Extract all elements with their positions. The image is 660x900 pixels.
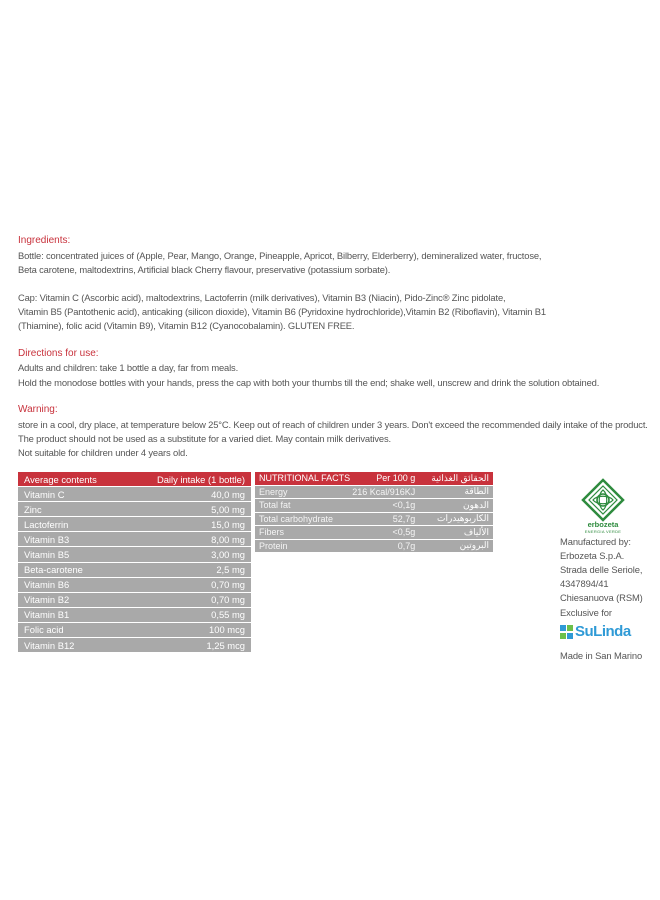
table-row: [18, 638, 251, 653]
nutritional-facts-table: [255, 472, 493, 553]
nutrient-amount: 15,0 mg: [142, 517, 251, 532]
fact-value: 52,7g: [352, 512, 431, 526]
table-row: [18, 592, 251, 607]
table-row: [18, 487, 251, 502]
fact-name-arabic: الدهون: [431, 499, 493, 513]
nutrient-name: Vitamin B6: [18, 577, 142, 592]
fact-name: Protein: [255, 539, 352, 553]
fact-name: Energy: [255, 485, 352, 499]
ingredients-line: Cap: Vitamin C (Ascorbic acid), maltodextrins, Lactoferrin (milk derivatives), Vitamin B3 (Niacin), Pido-Zinc® Zinc pidolate,: [18, 292, 506, 303]
nutrient-name: Vitamin B12: [18, 638, 142, 653]
table-row: [18, 577, 251, 592]
nutrient-amount: 5,00 mg: [142, 502, 251, 517]
ingredients-line: Beta carotene, maltodextrins, Artificial black Cherry flavour, preservative (potassium sorbate).: [18, 264, 391, 275]
nutrient-name: Vitamin B5: [18, 547, 142, 562]
fact-name-arabic: الطاقة: [431, 485, 493, 499]
sulinda-logo-text: SuLinda: [575, 623, 631, 640]
made-in-label: Made in San Marino: [560, 650, 643, 661]
directions-line: Adults and children: take 1 bottle a day, far from meals.: [18, 362, 239, 373]
fact-name-arabic: الألياف: [431, 526, 493, 540]
table-header-row: [255, 472, 493, 485]
erbozeta-logo-icon: [581, 478, 625, 522]
header-cell-arabic: الحقائق الغذائية: [431, 472, 493, 485]
manufacturer-line: Erbozeta S.p.A.: [560, 550, 625, 561]
table-row: [18, 517, 251, 532]
manufacturer-line: Manufactured by:: [560, 536, 631, 547]
table-row: [18, 502, 251, 517]
nutrient-name: Vitamin B3: [18, 532, 142, 547]
fact-name-arabic: الكاربوهيدرات: [431, 512, 493, 526]
nutrient-name: Vitamin B2: [18, 592, 142, 607]
ingredients-title: Ingredients:: [18, 235, 71, 246]
nutrient-amount: 40,0 mg: [142, 487, 251, 502]
header-cell: Average contents: [18, 472, 142, 487]
directions-line: Hold the monodose bottles with your hands, press the cap with both your thumbs till the end; shake well, unscrew and drink the solution obtained.: [18, 377, 600, 388]
table-row: [255, 539, 493, 553]
table-row: [18, 607, 251, 622]
ingredients-line: (Thiamine), folic acid (Vitamin B9), Vitamin B12 (Cyanocobalamin). GLUTEN FREE.: [18, 320, 355, 331]
manufacturer-line: Strada delle Seriole,: [560, 564, 643, 575]
nutrient-name: Beta-carotene: [18, 562, 142, 577]
erbozeta-logo-tagline: ENERGIA VERDE: [584, 529, 622, 534]
nutrient-amount: 0,70 mg: [142, 577, 251, 592]
table-row: [18, 547, 251, 562]
nutrient-name: Vitamin B1: [18, 607, 142, 622]
nutrient-amount: 0,55 mg: [142, 607, 251, 622]
nutrient-amount: 100 mcg: [142, 622, 251, 637]
warning-line: Not suitable for children under 4 years old.: [18, 447, 188, 458]
fact-name: Fibers: [255, 526, 352, 540]
nutrient-name: Folic acid: [18, 622, 142, 637]
nutrient-amount: 3,00 mg: [142, 547, 251, 562]
directions-title: Directions for use:: [18, 348, 99, 359]
average-contents-table: [18, 472, 251, 653]
table-header-row: [18, 472, 251, 487]
nutrient-name: Vitamin C: [18, 487, 142, 502]
nutrient-amount: 1,25 mcg: [142, 638, 251, 653]
table-row: [255, 499, 493, 513]
nutrient-amount: 8,00 mg: [142, 532, 251, 547]
manufacturer-line: Chiesanuova (RSM): [560, 592, 643, 603]
manufacturer-line: Exclusive for: [560, 607, 612, 618]
sulinda-mark-icon: [560, 625, 574, 640]
warning-line: store in a cool, dry place, at temperature below 25°C. Keep out of reach of children under 3 years. Don't exceed the recommended daily intake of the product.: [18, 419, 648, 430]
erbozeta-logo-name: erbozeta: [587, 520, 619, 529]
table-row: [255, 485, 493, 499]
header-cell: NUTRITIONAL FACTS: [255, 472, 352, 485]
warning-title: Warning:: [18, 404, 58, 415]
nutrient-name: Zinc: [18, 502, 142, 517]
table-row: [18, 622, 251, 637]
nutrient-name: Lactoferrin: [18, 517, 142, 532]
ingredients-line: Bottle: concentrated juices of (Apple, Pear, Mango, Orange, Pineapple, Apricot, Bilberry, Elderberry), demineralized water, fructose,: [18, 250, 542, 261]
table-row: [18, 562, 251, 577]
header-cell: Daily intake (1 bottle): [142, 472, 251, 487]
fact-name: Total fat: [255, 499, 352, 513]
fact-value: <0,1g: [352, 499, 431, 513]
table-row: [18, 532, 251, 547]
fact-value: <0,5g: [352, 526, 431, 540]
fact-name: Total carbohydrate: [255, 512, 352, 526]
table-row: [255, 512, 493, 526]
ingredients-line: Vitamin B5 (Pantothenic acid), anticaking (silicon dioxide), Vitamin B6 (Pyridoxine hydrochloride),Vitamin B2 (Riboflavin), Vitamin B1: [18, 306, 546, 317]
nutrient-amount: 2,5 mg: [142, 562, 251, 577]
fact-value: 216 Kcal/916KJ: [352, 485, 431, 499]
header-cell: Per 100 g: [352, 472, 431, 485]
manufacturer-line: 4347894/41: [560, 578, 609, 589]
fact-value: 0,7g: [352, 539, 431, 553]
table-row: [255, 526, 493, 540]
fact-name-arabic: البروتين: [431, 539, 493, 553]
nutrient-amount: 0,70 mg: [142, 592, 251, 607]
warning-line: The product should not be used as a substitute for a varied diet. May contain milk derivatives.: [18, 433, 391, 444]
